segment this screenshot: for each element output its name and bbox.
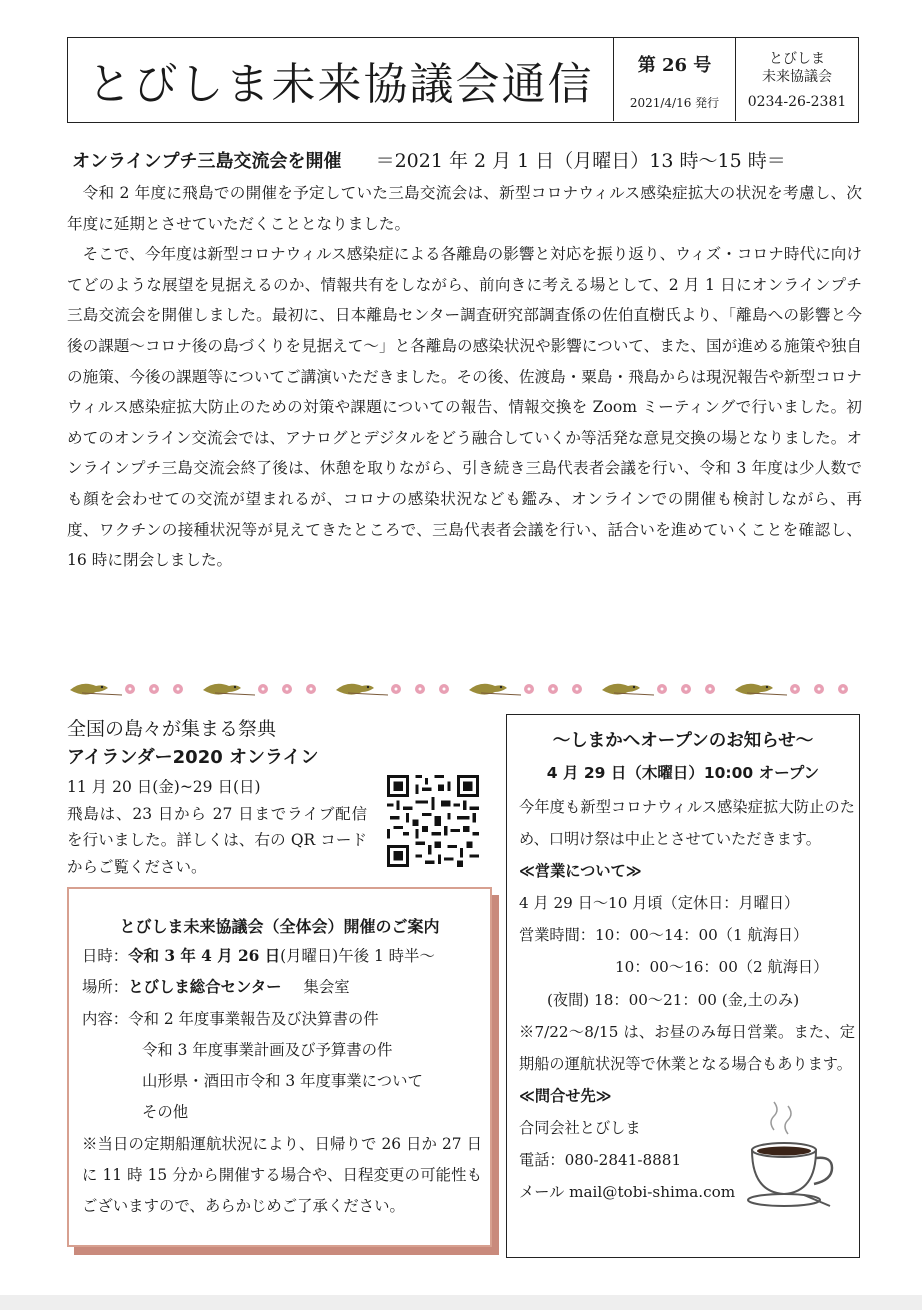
islander-description: 飛島は、23 日から 27 日までライブ配信を行いました。詳しくは、右の QR コードからご覧ください。	[67, 804, 367, 876]
meeting-content-item: その他	[142, 1103, 189, 1122]
qr-code-icon[interactable]	[387, 775, 479, 867]
meeting-notice-box	[67, 887, 492, 1247]
meeting-title: とびしま未来協議会（全体会）開催のご案内	[119, 917, 440, 936]
issue-cell	[613, 38, 735, 121]
meeting-content-item: 令和 3 年度事業計画及び予算書の件	[142, 1040, 393, 1059]
meeting-content-row	[82, 1004, 482, 1035]
publisher-name-line2: 未来協議会	[762, 69, 832, 85]
shimaka-business-heading: ≪営業について≫	[519, 862, 642, 881]
islander-body	[67, 774, 377, 880]
article1-paragraph: そこで、今年度は新型コロナウィルス感染症による各離島の影響と対応を振り返り、ウィズ・コロナ時代に向けてどのような展望を見据えるのか、情報共有をしながら、前向きに考える場として、2 月 1 日にオンラインプチ三島交流会を開催しました。最初に、日本離島センター調査研究部調査係の佐伯直樹氏より、「離島への影響と今後の課題〜コロナ後の島づくりを見据えて〜」と各離島の感染状況や影響について、また、国が進める施策や独自の施策、今後の課題等についてご講演いただきました。その後、佐渡島・粟島・飛島からは現況報告や新型コロナウィルス感染症拡大防止のための対策や課題についての報告、情報交換を Zoom ミーティングで行いました。初めてのオンライン交流会では、アナログとデジタルをどう融合していくか等活発な意見交換の場となりました。オンラインプチ三島交流会終了後は、休憩を取りながら、引き続き三島代表者会議を行い、令和 3 年度は少人数でも顔を会わせての交流が望まれるが、コロナの感染状況なども鑑み、オンラインでの開催も検討しながら、再度、ワクチンの接種状況等が見えてきたところで、三島代表者会議を行い、話合いを進めていくことを確認し、16 時に閉会しました。	[67, 245, 862, 570]
shimaka-company: 合同会社とびしま	[519, 1118, 641, 1137]
meeting-date-suffix: (月曜日)午後 1 時半〜	[280, 947, 435, 965]
meeting-content-label: 内容：	[82, 1009, 129, 1028]
article1-body	[67, 178, 862, 576]
shimaka-contact-heading: ≪問合せ先≫	[519, 1086, 612, 1105]
shimaka-period: 4 月 29 日〜10 月頃（定休日：月曜日）	[519, 894, 800, 913]
meeting-place-label: 場所：	[82, 978, 129, 997]
page-bottom-band	[0, 1295, 922, 1310]
islander-title: アイランダー2020 オンライン	[67, 747, 319, 768]
meeting-content-item: 令和 2 年度事業報告及び決算書の件	[128, 1009, 379, 1028]
publisher-cell	[735, 38, 858, 121]
meeting-place-row	[82, 972, 482, 1003]
shimaka-email: メール mail@tobi-shima.com	[519, 1183, 736, 1202]
shimaka-hours: 営業時間：10：00〜14：00（1 航海日）	[519, 926, 809, 945]
publisher-phone: 0234-26-2381	[747, 94, 847, 110]
islander-dates: 11 月 20 日(金)~29 日(日)	[67, 778, 261, 796]
bird-flower-divider	[62, 676, 862, 700]
article1-title: オンラインプチ三島交流会を開催	[72, 151, 342, 172]
islander-tagline: 全国の島々が集まる祭典	[67, 718, 277, 740]
shimaka-hours: 10：00〜16：00（2 航海日）	[615, 958, 829, 977]
shimaka-hours: (夜間) 18：00〜21：00 (金,土のみ)	[547, 990, 800, 1009]
shimaka-title: 〜しまかへオープンのお知らせ〜	[552, 731, 814, 751]
meeting-date-value: 令和 3 年 4 月 26 日	[128, 947, 281, 965]
divider-motif	[70, 684, 183, 695]
article1-heading	[72, 146, 786, 173]
meeting-note: ※当日の定期船運航状況により、日帰りで 26 日か 27 日に 11 時 15 分から開催する場合や、日程変更の可能性もございますので、あらかじめご了承ください。	[82, 1134, 482, 1216]
meeting-place-value: とびしま総合センター	[128, 978, 282, 997]
meeting-body	[82, 941, 482, 1223]
shimaka-open-date: 4 月 29 日（木曜日）10:00 オープン	[546, 764, 820, 782]
meeting-content-item: 山形県・酒田市令和 3 年度事業について	[142, 1072, 423, 1091]
coffee-cup-icon	[744, 1100, 840, 1210]
issue-date: 2021/4/16 発行	[629, 96, 720, 110]
newsletter-title: とびしま未来協議会通信	[87, 58, 594, 110]
shimaka-intro: 今年度も新型コロナウィルス感染症拡大防止のため、口明け祭は中止とさせていただきます。	[519, 798, 855, 849]
article1-datetime: ＝2021 年 2 月 1 日（月曜日）13 時〜15 時＝	[375, 150, 786, 172]
publisher-name-line1: とびしま	[769, 51, 825, 67]
meeting-date-row	[82, 941, 482, 972]
masthead	[67, 37, 859, 123]
meeting-date-label: 日時：	[82, 947, 129, 965]
shimaka-note: ※7/22〜8/15 は、お昼のみ毎日営業。また、定期船の運航状況等で休業となる場合もあります。	[519, 1022, 855, 1073]
article1-paragraph: 令和 2 年度に飛島での開催を予定していた三島交流会は、新型コロナウィルス感染症拡大の状況を考慮し、次年度に延期とさせていただくこととなりました。	[67, 184, 862, 233]
issue-number: 第 26 号	[637, 55, 712, 76]
meeting-place-room: 集会室	[303, 978, 350, 997]
shimaka-phone: 電話：080-2841-8881	[519, 1151, 682, 1170]
